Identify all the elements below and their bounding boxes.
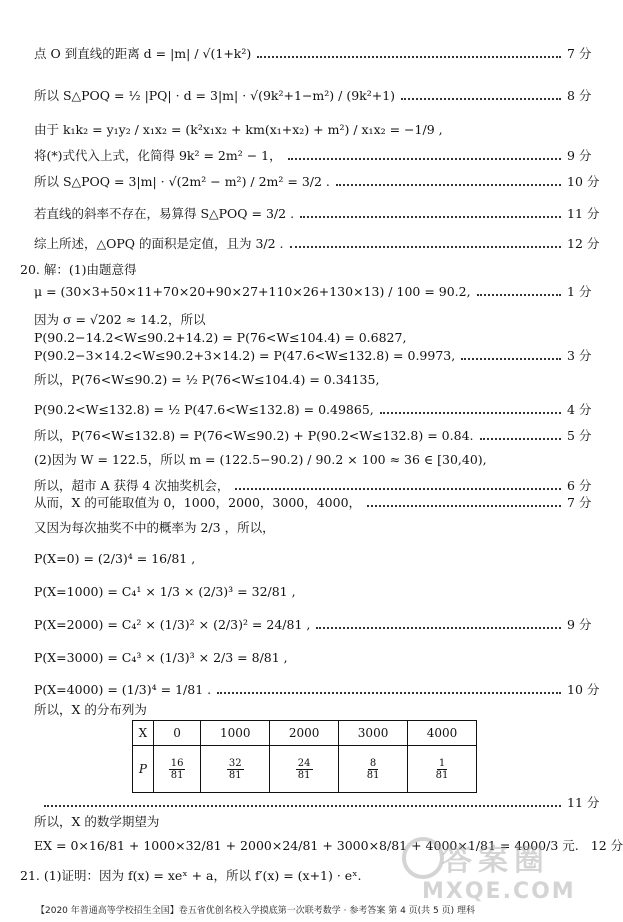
line-text: P(X=2000) = C₄² × (1/3)² × (2/3)² = 24/81 , [34,617,311,632]
line-sigma [34,312,597,328]
table-cell: 4000 [408,721,477,746]
line-px0 [34,551,597,567]
line-text: 因为 σ = √202 ≈ 14.2，所以 [34,312,206,327]
score-label: 1 分 [567,284,592,299]
dot-leader [367,505,561,507]
line-text: 点 O 到直线的距离 d = |m| / √(1+k²) [34,46,252,61]
dot-leader [300,216,561,218]
score-label: 12 分 [567,236,600,251]
line-p1 [34,330,597,346]
table-cell [270,746,339,793]
score-label: 11 分 [567,206,600,221]
table-row [133,746,477,793]
line-dist-intro [34,702,597,718]
line-slope-none [34,206,600,222]
line-text: 所以 S△POQ = ½ |PQ| · d = 3|m| · √(9k²+1−m²) / (9k²+1) [34,88,396,103]
distribution-table [132,720,477,793]
fraction-numerator: 1 [438,757,446,769]
watermark-text-cn: 答案圈 [442,843,550,878]
dot-leader [316,627,561,629]
line-px3000 [34,650,597,666]
score-label: 6 分 [567,478,592,493]
table-cell: 2000 [270,721,339,746]
score-label: 10 分 [567,174,600,189]
table-cell: 1000 [201,721,270,746]
line-text: μ = (30×3+50×11+70×20+90×27+110×26+130×13) / 100 = 90.2, [34,284,471,299]
table-cell [153,746,200,793]
watermark-logo [404,835,579,910]
line-text: 综上所述，△OPQ 的面积是定值，且为 3/2 . [34,236,284,251]
dot-leader [235,488,561,490]
line-text: P(90.2−14.2<W≤90.2+14.2) = P(76<W≤104.4) = 0.6827, [34,330,407,345]
line-text: 所以 S△POQ = 3|m| · √(2m² − m²) / 2m² = 3/2 . [34,174,330,189]
line-distance [34,46,597,62]
line-text: 所以，X 的数学期望为 [34,814,160,829]
line-text: 20. 解：(1)由题意得 [20,262,137,277]
score-label: 7 分 [567,495,592,510]
line-text: P(90.2<W≤132.8) = ½ P(47.6<W≤132.8) = 0.49865, [34,402,374,417]
line-text: 由于 k₁k₂ = y₁y₂ / x₁x₂ = (k²x₁x₂ + km(x₁+x₂) + m²) / x₁x₂ = −1/9 , [34,122,443,137]
dot-leader [401,98,561,100]
table-row [133,721,477,746]
dot-leader [257,56,561,58]
line-px2000 [34,617,597,633]
line-text: 又因为每次抽奖不中的概率为 2/3 ，所以， [34,520,275,535]
table-cell: P [133,746,154,793]
fraction [434,758,451,781]
line-text: P(X=4000) = (1/3)⁴ = 1/81 . [34,682,212,697]
fraction [169,758,186,781]
line-chances [34,478,597,494]
watermark-text-en: MXQE.COM [422,879,576,904]
line-area-formula [34,88,597,104]
line-text: 21. (1)证明：因为 f(x) = xeˣ + a，所以 f′(x) = (x+1) · eˣ. [20,868,362,883]
line-part2 [34,452,597,468]
dot-leader [217,692,561,694]
line-x-values [34,495,597,511]
fraction [296,758,313,781]
fraction-denominator: 81 [435,769,449,781]
watermark-circle-icon [402,837,444,879]
line-p5 [34,428,597,444]
table-cell [201,746,270,793]
dot-leader [288,158,561,160]
fraction-numerator: 16 [170,757,184,769]
table-cell: X [133,721,154,746]
line-mu [34,284,597,300]
fraction-numerator: 32 [228,757,242,769]
fraction [365,758,382,781]
line-k1k2 [34,122,597,138]
score-label: 12 分 [590,838,623,853]
page-footer: 【2020 年普通高等学校招生全国】卷五省优创名校入学摸底第一次联考数学 · 参考答案 第 4 页(共 5 页) 理科 [36,906,475,916]
score-label: 7 分 [567,46,592,61]
line-text: 将(*)式代入上式，化简得 9k² = 2m² − 1， [34,148,282,163]
line-text: 所以，X 的分布列为 [34,702,147,717]
line-conclusion [34,236,600,252]
dot-leader [461,358,561,360]
table-cell: 3000 [339,721,408,746]
score-label: 3 分 [567,348,592,363]
score-label: 8 分 [567,88,592,103]
table-cell [408,746,477,793]
fraction [227,758,244,781]
line-px4000 [34,682,600,698]
dot-leader [480,438,562,440]
fraction-numerator: 24 [297,757,311,769]
line-text: 所以，超市 A 获得 4 次抽奖机会， [34,478,230,493]
dot-leader [336,184,561,186]
line-text: 所以，P(76<W≤90.2) = ½ P(76<W≤104.4) = 0.34135, [34,372,380,387]
top-cut-text [80,0,340,10]
dot-leader [44,805,561,807]
line-p4 [34,402,597,418]
line-text: P(90.2−3×14.2<W≤90.2+3×14.2) = P(47.6<W≤132.8) = 0.9973, [34,348,456,363]
table-cell [339,746,408,793]
fraction-numerator: 8 [369,757,377,769]
line-area-value [34,174,600,190]
line-p3 [34,372,597,388]
line-expectation-intro [34,814,597,830]
line-text: 若直线的斜率不存在，易算得 S△POQ = 3/2 . [34,206,295,221]
dot-leader [290,246,561,248]
line-q20-header [20,262,597,278]
line-text: P(X=3000) = C₄³ × (1/3)³ × 2/3 = 8/81 , [34,650,288,665]
score-label: 4 分 [567,402,592,417]
line-text: (2)因为 W = 122.5，所以 m = (122.5−90.2) / 90.2 × 100 ≈ 36 ∈ [30,40), [34,452,487,467]
line-text: EX = 0×16/81 + 1000×32/81 + 2000×24/81 + 3000×8/81 + 4000×1/81 = 4000/3 元. [34,838,579,853]
score-label: 11 分 [567,795,600,810]
line-px1000 [34,584,597,600]
dot-leader [380,412,561,414]
line-text: P(X=1000) = C₄¹ × 1/3 × (2/3)³ = 32/81 , [34,584,296,599]
score-label: 10 分 [567,682,600,697]
line-prob-miss [34,520,597,536]
line-text: 所以，P(76<W≤132.8) = P(76<W≤90.2) + P(90.2<W≤132.8) = 0.84. [34,428,474,443]
line-p2 [34,348,597,364]
line-substitute [34,148,597,164]
table-cell: 0 [153,721,200,746]
fraction-denominator: 81 [228,769,242,781]
fraction-denominator: 81 [366,769,380,781]
score-label: 5 分 [567,428,592,443]
fraction-denominator: 81 [170,769,184,781]
score-label: 9 分 [567,617,592,632]
line-text: 从而，X 的可能取值为 0，1000，2000，3000，4000， [34,495,362,510]
score-label: 9 分 [567,148,592,163]
line-table-score [34,795,600,811]
dot-leader [477,294,561,296]
fraction-denominator: 81 [297,769,311,781]
line-text: P(X=0) = (2/3)⁴ = 16/81 , [34,551,196,566]
